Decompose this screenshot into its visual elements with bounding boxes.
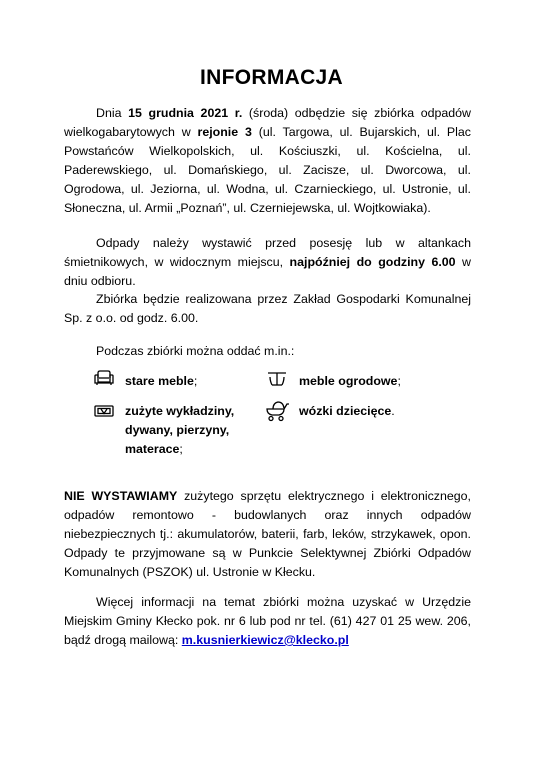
item-old-furniture-label: stare meble	[125, 374, 194, 388]
contact-text: Więcej informacji na temat zbiórki można uzyskać w Urzędzie Miejskim Gminy Kłecko pok. nr 6 lub pod nr tel. (61) 427 01 25 wew. 206, bądź drogą mailową:	[64, 595, 471, 647]
item-garden-furniture-label: meble ogrodowe	[299, 374, 398, 388]
item-carpets-label: zużyte wykładziny, dywany, pierzyny, materace	[125, 404, 235, 456]
p2-text-a: Odpady należy wystawić przed posesję lub w altankach śmietnikowych, w widocznym miejscu,	[64, 236, 471, 269]
armchair-icon	[93, 369, 115, 392]
district-number: rejonie 3	[197, 125, 252, 139]
email-link[interactable]: m.kusnierkiewicz@klecko.pl	[181, 633, 349, 647]
punct: ;	[193, 374, 198, 388]
p1-text-a: Dnia	[96, 106, 129, 120]
punct: ;	[179, 442, 183, 456]
placement-paragraph	[64, 234, 471, 291]
collection-date-paragraph	[64, 104, 471, 218]
garden-table-icon	[266, 369, 288, 392]
item-strollers	[299, 402, 395, 421]
item-carpets	[125, 402, 265, 459]
deadline: najpóźniej do godziny 6.00	[289, 255, 456, 269]
p1-text-b: (środa) odbędzie się zbiórka odpadów wielkogabarytowych w	[64, 106, 471, 139]
punct: ;	[397, 374, 401, 388]
street-list: (ul. Targowa, ul. Bujarskich, ul. Plac Powstańców Wielkopolskich, ul. Kościuszki, ul. Kościelna, ul. Paderewskiego, ul. Domańskiego, ul. Zacisze, ul. Dworcowa, ul. Ogrodowa, ul. Jeziorna, ul. Wodna, ul. Czarnieckiego, ul. Ustronie, ul. Słoneczna, ul. Armii „Poznań”, ul. Czerniejewska, ul. Wojtkowiaka).	[64, 125, 471, 215]
item-strollers-label: wózki dziecięce	[299, 404, 392, 418]
contact-paragraph	[64, 593, 471, 650]
not-accepted-heading: NIE WYSTAWIAMY	[64, 489, 178, 503]
p2-text-b: w dniu odbioru.	[64, 255, 471, 288]
punct: .	[391, 404, 395, 418]
page-title: INFORMACJA	[200, 66, 343, 89]
item-old-furniture	[125, 372, 197, 391]
excluded-items-text: zużytego sprzętu elektrycznego i elektronicznego, odpadów remontowo - budowlanych oraz innych odpadów niebezpiecznych tj.: akumulatorów, baterii, farb, leków, strzykawek, opon. Odpady te przyjmowane są w Punkcie Selektywnej Zbiórki Odpadów Komunalnych (PSZOK) ul. Ustronie w Kłecku.	[64, 489, 472, 579]
operator-paragraph: Zbiórka będzie realizowana przez Zakład Gospodarki Komunalnej Sp. z o.o. od godz. 6.00.	[64, 292, 471, 325]
stroller-icon	[264, 400, 290, 427]
item-garden-furniture	[299, 372, 401, 391]
carpet-icon	[93, 404, 115, 423]
excluded-items-paragraph	[64, 487, 471, 582]
collection-date: 15 grudnia 2021 r.	[128, 106, 243, 120]
accepted-items-intro: Podczas zbiórki można oddać m.in.:	[96, 344, 295, 358]
